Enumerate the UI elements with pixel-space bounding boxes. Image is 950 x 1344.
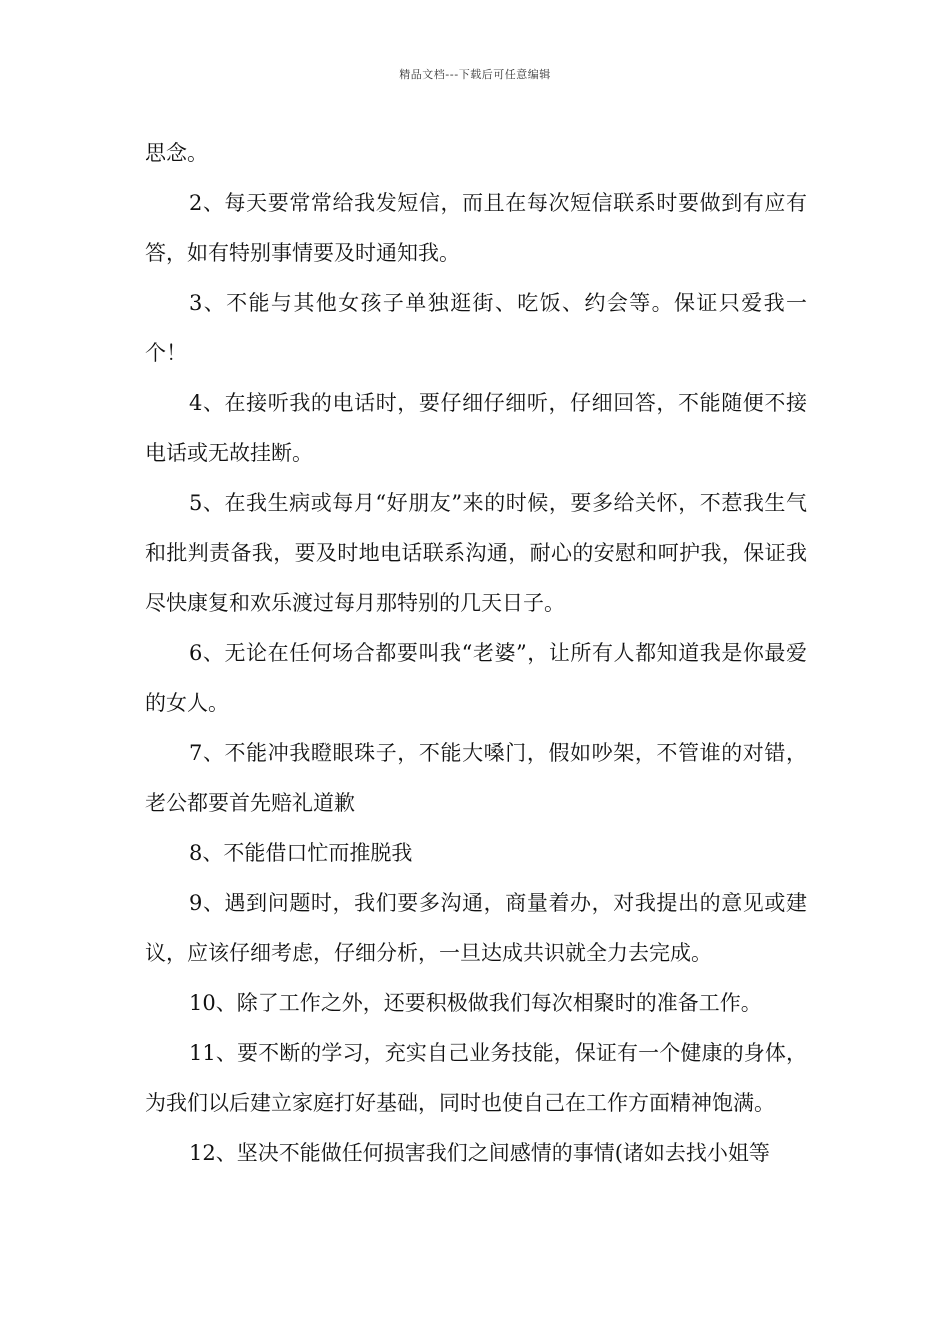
paragraph-11: 12、坚决不能做任何损害我们之间感情的事情(诸如去找小姐等 [189,1141,770,1165]
paragraph-1: 2、每天要常常给我发短信，而且在每次短信联系时要做到有应有答，如有特别事情要及时通知我。 [145,191,807,265]
page-header: 精品文档---下载后可任意编辑 [399,68,551,81]
paragraph-10: 11、要不断的学习，充实自己业务技能，保证有一个健康的身体，为我们以后建立家庭打好基础，同时也使自己在工作方面精神饱满。 [145,1041,807,1115]
paragraph-4: 5、在我生病或每月“好朋友”来的时候，要多给关怀，不惹我生气和批判责备我，要及时地电话联系沟通，耐心的安慰和呵护我，保证我尽快康复和欢乐渡过每月那特别的几天日子。 [145,491,807,615]
document-body [145,128,807,1178]
paragraph-0: 思念。 [145,141,208,165]
paragraph-8: 9、遇到问题时，我们要多沟通，商量着办，对我提出的意见或建议，应该仔细考虑，仔细分析，一旦达成共识就全力去完成。 [145,891,807,965]
paragraph-9: 10、除了工作之外，还要积极做我们每次相聚时的准备工作。 [189,991,762,1015]
paragraph-6: 7、不能冲我瞪眼珠子，不能大嗓门，假如吵架，不管谁的对错，老公都要首先赔礼道歉 [145,741,807,815]
paragraph-7: 8、不能借口忙而推脱我 [189,841,413,865]
paragraph-5: 6、无论在任何场合都要叫我“老婆”，让所有人都知道我是你最爱的女人。 [145,641,807,715]
paragraph-2: 3、不能与其他女孩子单独逛街、吃饭、约会等。保证只爱我一个！ [145,291,807,365]
paragraph-3: 4、在接听我的电话时，要仔细仔细听，仔细回答，不能随便不接电话或无故挂断。 [145,391,807,465]
